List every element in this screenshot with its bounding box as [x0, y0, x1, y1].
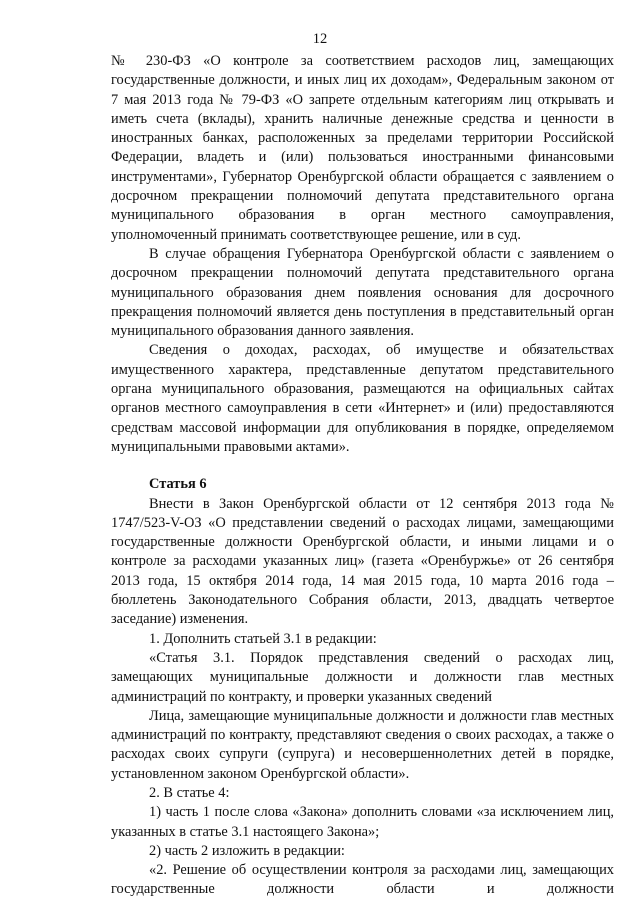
paragraph-income-disclosure: Сведения о доходах, расходах, об имуществе и обязательствах имущественного характера, представленные депутатом представительного органа муниципального образования, размещаются на официальных сайтах органов местного самоуправления в сети «Интернет» и (или) предоставляются средствам массовой информации для опубликования в порядке, определяемом муниципальными правовыми актами».	[111, 342, 614, 455]
section-spacer	[111, 457, 614, 475]
article-quote-title: «Статья 3.1. Порядок представления сведений о расходах лиц, замещающих муниципальные должности и должности глав местных администраций по контракту, и проверки указанных сведений	[111, 649, 614, 705]
article-item-2: 2. В статье 4:	[149, 784, 230, 801]
article-intro: Внести в Закон Оренбургской области от 12 сентября 2013 года № 1747/523-V-ОЗ «О представлении сведений о расходах лицами, замещающими государственные должности Оренбургской области, и иными лицами и о контроле за расходами указанных лиц» (газета «Оренбуржье» от 26 сентября 2013 года, 15 октября 2014 года, 14 мая 2015 года, 10 марта 2016 года – бюллетень Законодательного Собрания области, 2013, двадцать четвертое заседание) изменения.	[111, 495, 614, 628]
article-item-2-2-quote: «2. Решение об осуществлении контроля за расходами лиц, замещающих государственные должности области и должности	[111, 862, 614, 898]
article-quote-body: Лица, замещающие муниципальные должности и должности глав местных администраций по контракту, представляют сведения о своих расходах, а также о расходах своих супруги (супруга) и несовершеннолетних детей в порядке, установленном законом Оренбургской области».	[111, 707, 614, 782]
article-item-2-2: 2) часть 2 изложить в редакции:	[149, 842, 345, 859]
paragraph-governor-appeal: В случае обращения Губернатора Оренбургской области с заявлением о досрочном прекращении полномочий депутата представительного органа муниципального образования днем появления основания для досрочного прекращения полномочий является день поступления в представительный орган муниципального образования данного заявления.	[111, 245, 614, 340]
article-item-1: 1. Дополнить статьей 3.1 в редакции:	[149, 630, 377, 647]
paragraph-continuation: № 230-ФЗ «О контроле за соответствием расходов лиц, замещающих государственные должности, и иных лиц их доходам», Федеральным законом от 7 мая 2013 года № 79-ФЗ «О запрете отдельным категориям лиц открывать и иметь счета (вклады), хранить наличные денежные средства и ценности в иностранных банках, расположенных за пределами территории Российской Федерации, владеть и (или) пользоваться иностранными финансовыми инструментами», Губернатор Оренбургской области обращается с заявлением о досрочном прекращении полномочий депутата представительного органа муниципального образования в орган местного самоуправления, уполномоченный принимать соответствующее решение, или в суд.	[111, 53, 614, 243]
document-body	[111, 52, 614, 900]
page-number: 12	[312, 31, 328, 47]
article-heading: Статья 6	[149, 476, 207, 493]
article-item-2-1: 1) часть 1 после слова «Закона» дополнить словами «за исключением лиц, указанных в статье 3.1 настоящего Закона»;	[111, 804, 614, 840]
